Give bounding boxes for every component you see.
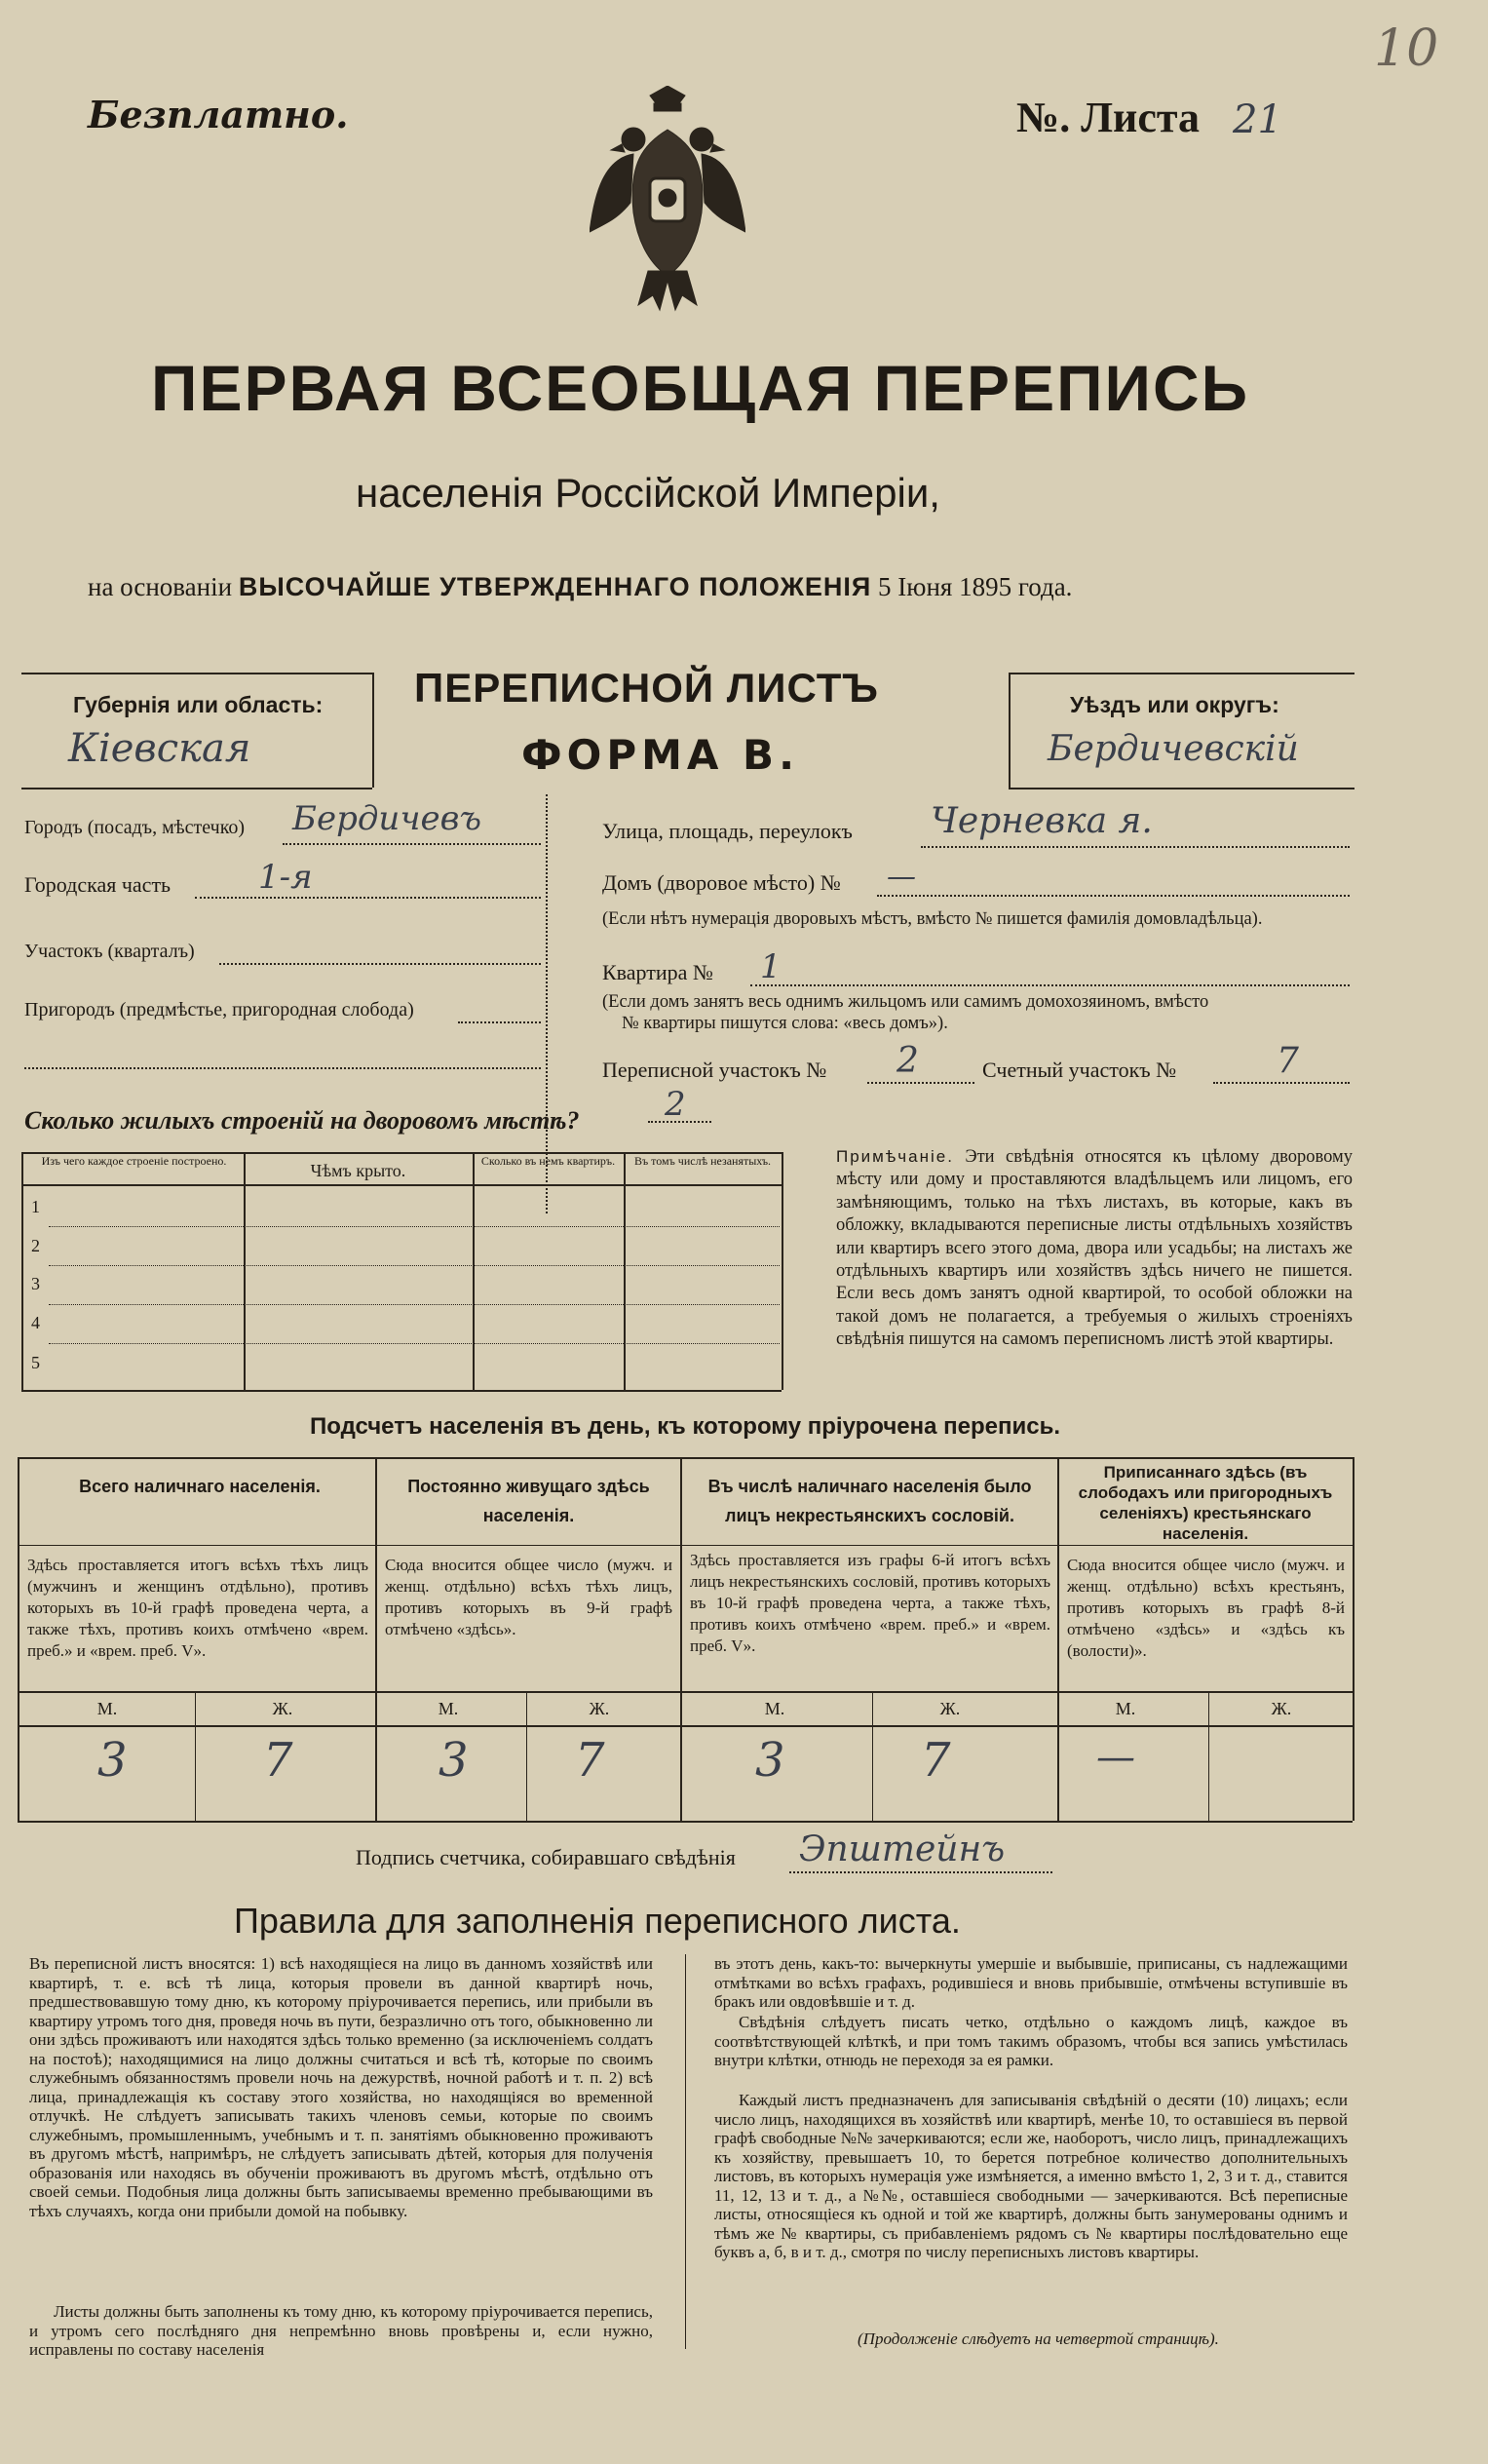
margin-page-number: 10 [1374, 19, 1439, 78]
signature-value[interactable]: Эпштейнъ [799, 1829, 1006, 1869]
tally-col1-f-label: Ж. [272, 1699, 293, 1718]
basis-caps: ВЫСОЧАЙШЕ УТВЕРЖДЕННАГО ПОЛОЖЕНІЯ [238, 572, 872, 601]
rules-title: Правила для заполненія переписного листа. [234, 1901, 961, 1941]
signature-label: Подпись счетчика, собиравшаго свѣдѣнія [356, 1845, 736, 1869]
buildings-question: Сколько жилыхъ строеній на дворовомъ мѣстѣ? [24, 1106, 580, 1135]
apartment-value[interactable]: 1 [760, 947, 782, 986]
tally-col1-desc: Здѣсь проставляется итогъ всѣхъ тѣхъ лицъ (мужчинъ и женщинъ отдѣльно), противъ которыхъ въ 10-й графѣ проведена черта, а также тѣхъ, противъ коихъ отмѣчено «врем. преб.» и «врем. преб. V». [27, 1556, 368, 1660]
tally-col1-f[interactable]: 7 [263, 1733, 293, 1788]
census-area-label: Переписной участокъ № [602, 1058, 827, 1082]
form-name: ФОРМА В. [521, 731, 800, 779]
buildings-note [836, 1145, 1353, 1352]
rules-left-paragraph-2: Листы должны быть заполнены къ тому дню, къ которому пріурочивается перепись, и утромъ сего послѣдняго дня непремѣнно вновь провѣрены и, если нужно, исправлены по составу населенія [29, 2302, 653, 2359]
district-label: Уѣздъ или округъ: [1070, 692, 1279, 717]
apartment-note-2: № квартиры пишутся слова: «весь домъ»). [622, 1014, 948, 1033]
tally-col4-desc: Сюда вносится общее число (мужч. и женщ. отдѣльно) всѣхъ крестьянъ, противъ которыхъ въ графѣ 8-й отмѣчено «здѣсь» и «здѣсь къ (волости)». [1067, 1556, 1345, 1660]
basis-prefix: на основаніи [88, 572, 233, 601]
tally-col2-m[interactable]: 3 [439, 1733, 469, 1788]
suburb-label: Пригородъ (предмѣстье, пригородная слобода) [24, 999, 414, 1020]
sheet-number-value: 21 [1233, 97, 1282, 142]
double-headed-eagle-icon [590, 86, 745, 315]
tally-col4-m-label: М. [1115, 1699, 1136, 1718]
tally-col4-f-label: Ж. [1271, 1699, 1292, 1718]
tally-col3-desc: Здѣсь проставляется изъ графы 6-й итогъ всѣхъ лицъ некрестьянскихъ сословій, противъ которыхъ въ 10-й графѣ проведена черта, а также тѣхъ, противъ коихъ отмѣчено «врем. преб.» и «врем. преб. V». [690, 1551, 1050, 1655]
province-value[interactable]: Кіевская [68, 726, 251, 771]
city-part-label: Городская часть [24, 872, 172, 897]
free-label: Безплатно. [88, 93, 349, 136]
tally-col1-m-label: М. [96, 1699, 118, 1718]
tally-col2-desc: Сюда вносится общее число (мужч. и женщ. отдѣльно) всѣхъ тѣхъ лицъ, противъ которыхъ въ 9-й графѣ отмѣчено «здѣсь». [385, 1556, 672, 1638]
tally-col3-f-label: Ж. [939, 1699, 961, 1718]
count-area-value[interactable]: 7 [1277, 1041, 1299, 1081]
tally-col3-f[interactable]: 7 [921, 1733, 951, 1788]
street-value[interactable]: Черневка я. [931, 801, 1153, 841]
buildings-header-apartments: Сколько въ немъ квартиръ. [480, 1154, 616, 1168]
house-label: Домъ (дворовое мѣсто) № [602, 870, 841, 895]
census-area-value[interactable]: 2 [897, 1041, 919, 1081]
city-part-value[interactable]: 1-я [258, 858, 313, 897]
apartment-label: Квартира № [602, 960, 713, 984]
precinct-label: Участокъ (кварталъ) [24, 941, 195, 962]
tally-col1-title: Всего наличнаго населенія. [79, 1477, 321, 1496]
tally-col1-m[interactable]: 3 [97, 1733, 128, 1788]
buildings-row-4: 4 [31, 1313, 40, 1332]
note-text: Эти свѣдѣнія относятся къ цѣлому дворовому мѣсту или дому и проставляются владѣльцемъ или лицомъ, его замѣняющимъ, только на тѣхъ листахъ, въ которые, какъ въ обложку, вкладываются переписные листы отдѣльныхъ хозяйствъ или квартиръ всего этого дома, двора или усадьбы; на листахъ же отдѣльныхъ квартиръ или хозяйствъ здѣсь ничего не пишется. Если весь домъ занятъ одной квартирой, то особой обложки на такой домъ не полагается, а требуемыя о жилыхъ строеніяхъ свѣдѣнія пишутся на самомъ переписномъ листѣ этой квартиры. [836, 1147, 1353, 1350]
buildings-answer[interactable]: 2 [665, 1085, 686, 1124]
province-label: Губернія или область: [73, 692, 324, 717]
note-label: Примѣчаніе. [836, 1147, 954, 1166]
rules-left-paragraph-1: Въ переписной листъ вносятся: 1) всѣ находящіеся на лицо въ данномъ хозяйствѣ или квартирѣ, т. е. всѣ тѣ лица, которыя провели въ данной квартирѣ ночь, предшествовавшую тому дню, къ которому пріурочивается перепись, или прибыли въ квартиру утромъ того дня, проведя ночь въ пути, безразлично отъ того, обыкновенно ли они здѣсь проживаютъ или находятся здѣсь только временно (за исключеніемъ солдатъ на постоѣ); находящимися на лицо должны считаться и всѣ тѣ, которые по своимъ служебнымъ обязанностямъ провели ночь на дежурствѣ, ночной работѣ и т. п. 2) всѣ лица, принадлежащія къ составу этого хозяйства, но находящіяся во временной отлучкѣ. Не слѣдуетъ записывать такихъ членовъ семьи, которые по своимъ служебнымъ, промышленнымъ, учебнымъ и т. п. занятіямъ обыкновенно проживаютъ въ другомъ мѣстѣ, напримѣръ, не слѣдуетъ записывать дѣтей, которыя для полученія образованія или находясь въ обученіи проживаютъ въ другомъ мѣстѣ, отдѣльно отъ своей семьи. Подобныя лица должны быть записываемы временно пребывающими въ тѣхъ случаяхъ, когда они прибыли домой на побывку. [29, 1954, 653, 2220]
sheet-number-label: №. Листа [1016, 94, 1201, 141]
tally-col3-m[interactable]: 3 [755, 1733, 785, 1788]
buildings-header-roof: Чѣмъ крыто. [310, 1161, 406, 1180]
tally-col4-m[interactable]: — [1096, 1735, 1135, 1780]
tally-col2-f-label: Ж. [589, 1699, 610, 1718]
street-label: Улица, площадь, переулокъ [602, 819, 853, 843]
buildings-header-vacant: Въ томъ числѣ незанятыхъ. [633, 1154, 772, 1168]
buildings-row-1: 1 [31, 1197, 40, 1216]
buildings-header-material: Изъ чего каждое строеніе построено. [41, 1154, 227, 1168]
tally-heading: Подсчетъ населенія въ день, къ которому пріурочена перепись. [310, 1413, 1060, 1440]
buildings-row-2: 2 [31, 1236, 40, 1255]
tally-col2-f[interactable]: 7 [575, 1733, 605, 1788]
house-note: (Если нѣтъ нумерація дворовыхъ мѣстъ, вмѣсто № пишется фамилія домовладѣльца). [602, 909, 1263, 929]
tally-col3-title: Въ числѣ наличнаго населенія было лицъ некрестьянскихъ сословій. [707, 1477, 1032, 1525]
basis-date: 5 Іюня 1895 года. [878, 572, 1073, 601]
city-label: Городъ (посадъ, мѣстечко) [24, 817, 246, 838]
district-value[interactable]: Бердичевскій [1048, 729, 1299, 769]
rules-continued: (Продолженіе слѣдуетъ на четвертой страницѣ). [858, 2329, 1219, 2348]
rules-right-paragraph-2: Свѣдѣнія слѣдуетъ писать четко, отдѣльно о каждомъ лицѣ, каждое въ соотвѣтствующей клѣткѣ, и при томъ такимъ образомъ, чтобы вся запись умѣстилась внутри клѣтки, отнюдь не переходя за ея рамки. [714, 2013, 1348, 2069]
count-area-label: Счетный участокъ № [982, 1058, 1177, 1082]
tally-col2-m-label: М. [438, 1699, 459, 1718]
sheet-title: ПЕРЕПИСНОЙ ЛИСТЪ [414, 665, 879, 711]
tally-col4-title: Приписаннаго здѣсь (въ слободахъ или пригородныхъ селеніяхъ) крестьянскаго населенія. [1078, 1463, 1333, 1543]
page-title: ПЕРВАЯ ВСЕОБЩАЯ ПЕРЕПИСЬ [151, 352, 1250, 424]
tally-col3-m-label: М. [764, 1699, 785, 1718]
tally-col2-title: Постоянно живущаго здѣсь населенія. [407, 1477, 650, 1525]
basis-line [88, 572, 1072, 602]
buildings-row-3: 3 [31, 1274, 40, 1293]
page-subtitle: населенія Россійской Имперіи, [356, 470, 940, 516]
house-value[interactable]: — [887, 860, 916, 894]
apartment-note-1: (Если домъ занятъ весь однимъ жильцомъ или самимъ домохозяиномъ, вмѣсто [602, 992, 1209, 1012]
buildings-row-5: 5 [31, 1353, 40, 1372]
rules-right-paragraph-1: въ этотъ день, какъ-то: вычеркнуты умершіе и выбывшіе, приписаны, съ надлежащими отмѣтками во всѣхъ графахъ, родившіеся и вновь прибывшіе, отмѣчены вступившіе въ бракъ или овдовѣвшіе и т. д. [714, 1954, 1348, 2011]
rules-right-paragraph-3: Каждый листъ предназначенъ для записыванія свѣдѣній о десяти (10) лицахъ; если число лицъ, находящихся въ хозяйствѣ или квартирѣ, менѣе 10, то оставшіеся въ первой графѣ свободные №№ зачеркиваются; если же, наоборотъ, число лицъ, принадлежащихъ къ хозяйству, превышаетъ 10, то берется потребное количество дополнительныхъ листовъ, въ которыхъ нумерація уже измѣняется, а именно вмѣсто 1, 2, 3 и т. д., ставится 11, 12, 13 и т. д., а №№, оставшіеся свободными — зачеркиваются. Всѣ переписные листы, относящіеся къ одной и той же квартирѣ, должны быть занумерованы однимъ и тѣмъ же № квартиры, съ прибавленіемъ рядомъ съ № квартиры послѣдовательно еще буквъ а, б, в и т. д., смотря по числу переписныхъ листовъ квартиры. [714, 2091, 1348, 2261]
city-value[interactable]: Бердичевъ [292, 799, 482, 838]
